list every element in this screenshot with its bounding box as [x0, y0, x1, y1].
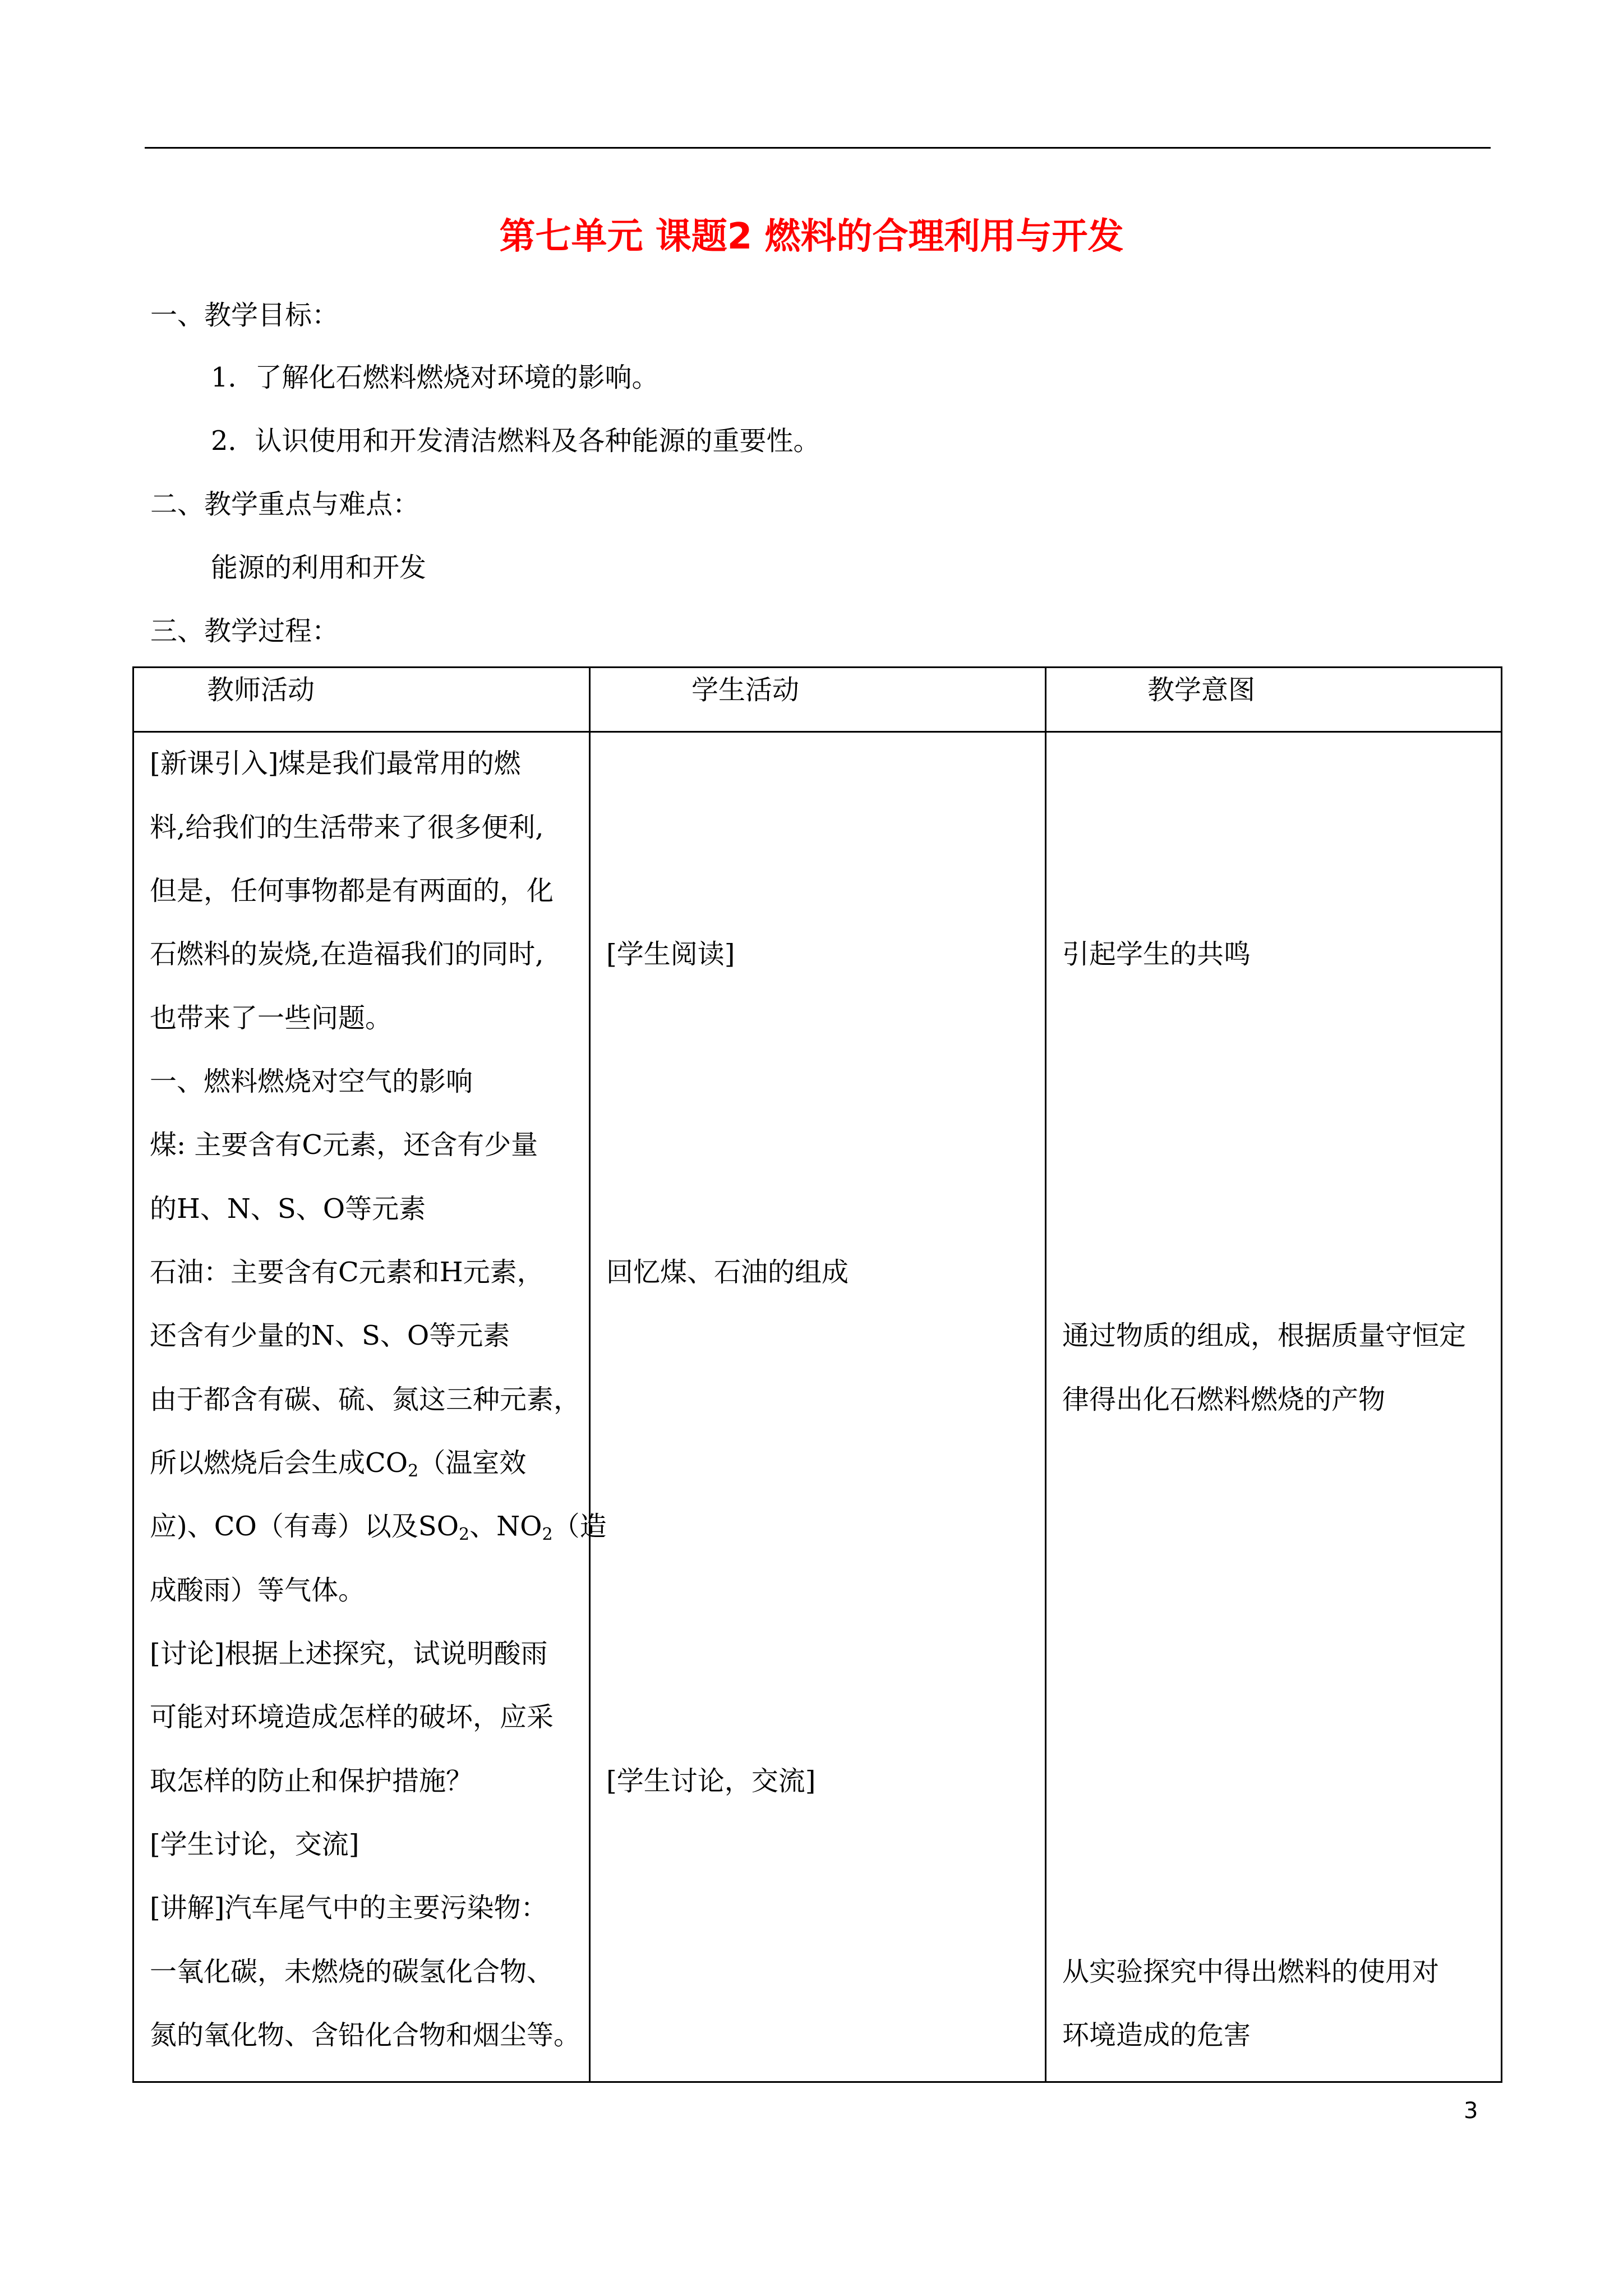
intent-line: 引起学生的共鸣	[1062, 938, 1251, 970]
header-rule	[145, 147, 1491, 149]
teacher-line: 氮的氧化物、含铅化合物和烟尘等。	[150, 2019, 581, 2051]
teacher-line: 的H、N、S、O等元素	[150, 1193, 426, 1225]
intent-line: 通过物质的组成，根据质量守恒定	[1062, 1320, 1467, 1351]
section-process-heading: 三、教学过程：	[150, 615, 339, 647]
teacher-line: 取怎样的防止和保护措施？	[150, 1765, 473, 1797]
teaching-intent-cell	[1046, 732, 1502, 2082]
student-activity-cell	[590, 732, 1046, 2082]
teacher-line: [讲解]汽车尾气中的主要污染物：	[150, 1892, 548, 1924]
teacher-line: 可能对环境造成怎样的破坏，应采	[150, 1701, 554, 1733]
teacher-line: 但是，任何事物都是有两面的，化	[150, 875, 554, 907]
teacher-line: 还含有少量的N、S、O等元素	[150, 1320, 510, 1351]
student-line: 回忆煤、石油的组成	[606, 1257, 849, 1288]
teacher-line: 也带来了一些问题。	[150, 1002, 393, 1034]
teacher-line: 一、燃料燃烧对空气的影响	[150, 1066, 473, 1097]
teacher-line: 石燃料的炭烧,在造福我们的同时,	[150, 938, 544, 970]
header-teacher-activity: 教师活动	[133, 668, 590, 732]
teacher-line: [学生讨论，交流]	[150, 1829, 359, 1860]
focus-text: 能源的利用和开发	[211, 552, 427, 583]
intent-line: 律得出化石燃料燃烧的产物	[1062, 1384, 1386, 1415]
teacher-line: [新课引入]煤是我们最常用的燃	[150, 748, 521, 779]
student-line: [学生阅读]	[606, 938, 735, 970]
section-focus-heading: 二、教学重点与难点：	[150, 489, 420, 520]
section-objectives-heading: 一、教学目标：	[150, 300, 339, 331]
teacher-line: 一氧化碳，未燃烧的碳氢化合物、	[150, 1956, 554, 1987]
table-row	[133, 732, 1502, 2082]
teaching-process-table	[132, 666, 1502, 2083]
teacher-line: 煤: 主要含有C元素，还含有少量	[150, 1129, 538, 1161]
header-teaching-intent: 教学意图	[1046, 668, 1502, 732]
intent-line: 从实验探究中得出燃料的使用对	[1062, 1956, 1440, 1987]
header-student-activity: 学生活动	[590, 668, 1046, 732]
objective-item-1: 1．了解化石燃料燃烧对环境的影响。	[211, 362, 659, 393]
teacher-line: 由于都含有碳、硫、氮这三种元素，	[150, 1384, 581, 1415]
teacher-line: 料,给我们的生活带来了很多便利,	[150, 812, 544, 843]
teacher-line: [讨论]根据上述探究，试说明酸雨	[150, 1638, 548, 1669]
teacher-line: 石油：主要含有C元素和H元素，	[150, 1257, 544, 1288]
table-header-row	[133, 668, 1502, 732]
teacher-formula-line: 所以燃烧后会生成$CO_2$（温室效	[150, 1447, 527, 1481]
teacher-line: 成酸雨）等气体。	[150, 1575, 366, 1606]
objective-item-2: 2．认识使用和开发清洁燃料及各种能源的重要性。	[211, 425, 820, 457]
page-title: 第七单元 课题2 燃料的合理利用与开发	[499, 216, 1124, 257]
student-line: [学生讨论，交流]	[606, 1765, 816, 1797]
intent-line: 环境造成的危害	[1062, 2019, 1251, 2051]
teacher-activity-cell	[133, 732, 607, 2082]
page-number: 3	[1464, 2098, 1478, 2124]
teacher-formula-line: 应)、CO（有毒）以及$SO_2$、$NO_2$（造	[150, 1511, 607, 1544]
